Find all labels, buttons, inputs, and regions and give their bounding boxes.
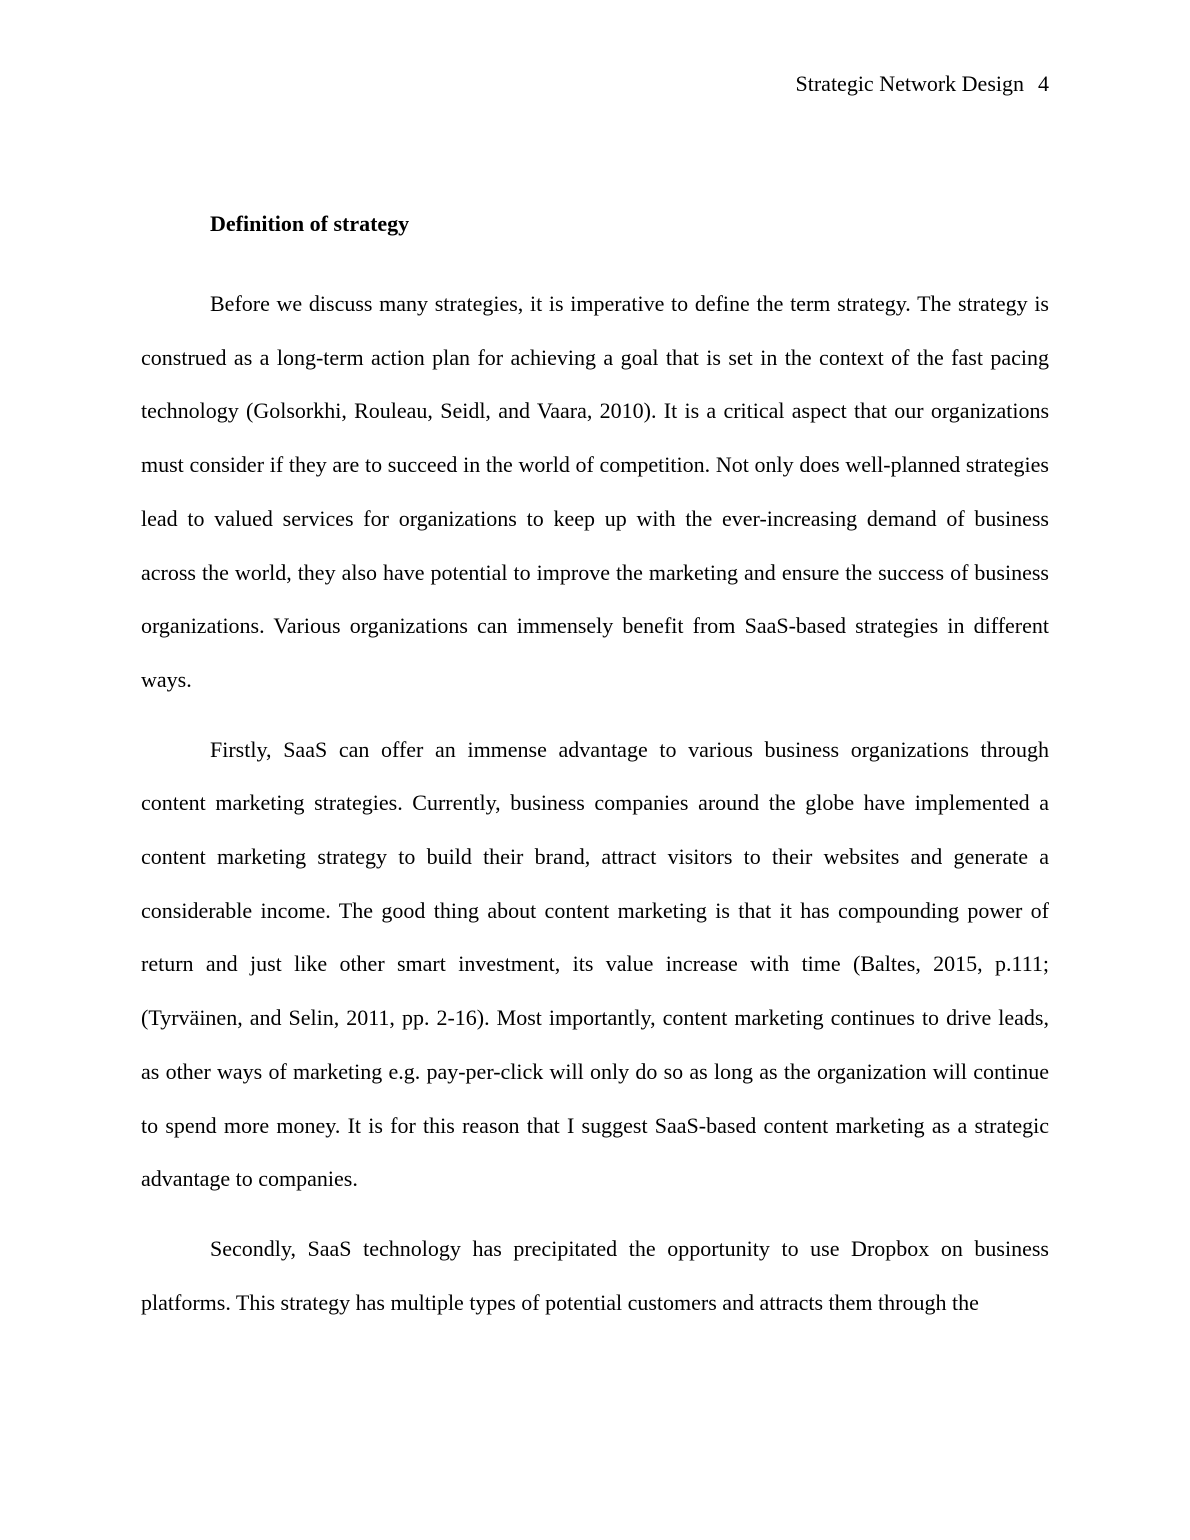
paragraph-definition: Before we discuss many strategies, it is imperative to define the term strategy. The strategy is construed as a long-term action plan for achieving a goal that is set in the context of the fast pacing technology (Golsorkhi, Rouleau, Seidl, and Vaara, 2010). It is a critical aspect that our organizations must consider if they are to succeed in the world of competition. Not only does well-planned strategies lead to valued services for organizations to keep up with the ever-increasing demand of business across the world, they also have potential to improve the marketing and ensure the success of business organizations. Various organizations can immensely benefit from SaaS-based strategies in different ways. <box>141 291 1049 692</box>
page-number: 4 <box>1038 71 1049 96</box>
paragraph-content-marketing: Firstly, SaaS can offer an immense advantage to various business organizations through content marketing strategies. Currently, business companies around the globe have implemented a content marketing strategy to build their brand, attract visitors to their websites and generate a considerable income. The good thing about content marketing is that it has compounding power of return and just like other smart investment, its value increase with time (Baltes, 2015, p.111; (Tyrväinen, and Selin, 2011, pp. 2-16). Most importantly, content marketing continues to drive leads, as other ways of marketing e.g. pay-per-click will only do so as long as the organization will continue to spend more money. It is for this reason that I suggest SaaS-based content marketing as a strategic advantage to companies. <box>141 736 1049 1192</box>
document-body <box>141 208 1049 1329</box>
running-head <box>796 70 1050 98</box>
running-title: Strategic Network Design <box>795 71 1024 96</box>
paragraph-dropbox: Secondly, SaaS technology has precipitated the opportunity to use Dropbox on business platforms. This strategy has multiple types of potential customers and attracts them through the <box>141 1235 1049 1315</box>
section-heading: Definition of strategy <box>210 211 410 236</box>
